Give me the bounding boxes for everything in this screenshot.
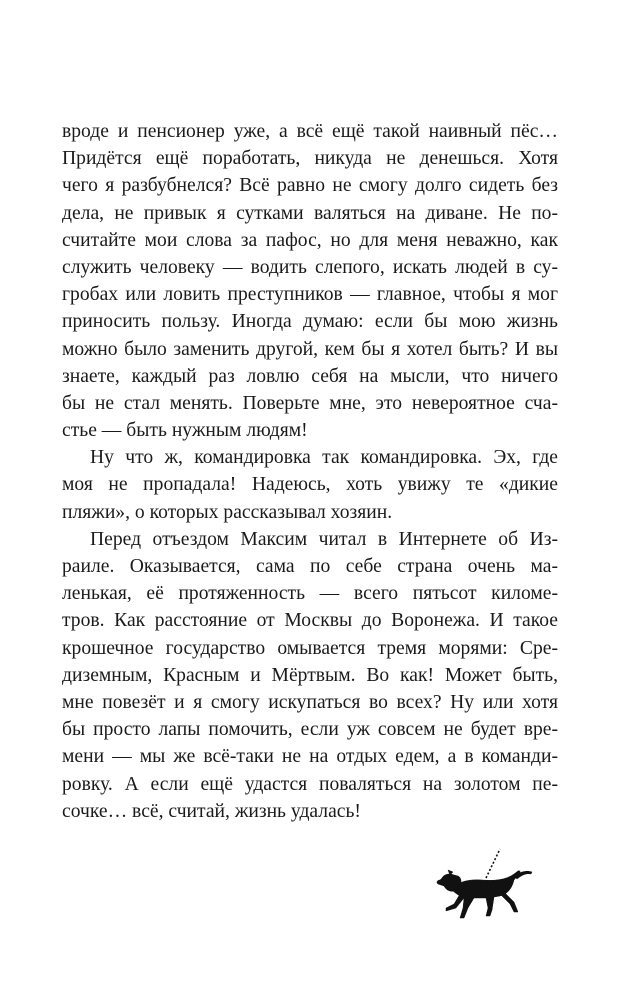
- text-line: Ну что ж, командировка так командировка. Эх, где: [90, 447, 558, 469]
- text-line: Перед отъездом Максим читал в Интернете об Из-: [90, 528, 558, 550]
- text-line: бы не стал менять. Поверьте мне, это невероятное сча-: [62, 392, 558, 414]
- text-line: крошечное государство омывается тремя морями: Сре-: [62, 637, 558, 659]
- text-line: моя не пропадала! Надеюсь, хоть увижу те «дикие: [62, 474, 558, 496]
- text-line: диземным, Красным и Мёртвым. Во как! Может быть,: [62, 664, 558, 686]
- text-line: чего я разбубнелся? Всё равно не смогу долго сидеть без: [62, 175, 558, 197]
- text-line: тров. Как расстояние от Москвы до Воронежа. И такое: [62, 610, 558, 632]
- text-line: гробах или ловить преступников — главное, чтобы я мог: [62, 284, 558, 306]
- text-line: стье — быть нужным людям!: [62, 420, 308, 442]
- text-line: сочке… всё, считай, жизнь удалась!: [62, 800, 361, 822]
- text-line: ровку. А если ещё удастся поваляться на золотом пе-: [62, 773, 558, 795]
- text-line: вроде и пенсионер уже, а всё ещё такой наивный пёс…: [62, 121, 558, 142]
- text-line: ленькая, её протяженность — всего пятьсот киломе-: [62, 583, 558, 605]
- body-text: [62, 118, 558, 825]
- text-line: бы просто лапы помочить, если уж совсем не будет вре-: [62, 719, 558, 741]
- text-line: приносить пользу. Иногда думаю: если бы мою жизнь: [62, 311, 558, 333]
- text-line: Придётся ещё поработать, никуда не денешься. Хотя: [62, 148, 558, 170]
- running-dog-silhouette-icon: [434, 838, 534, 928]
- text-line: пляжи», о которых рассказывал хозяин.: [62, 501, 393, 523]
- text-line: дела, не привык я сутками валяться на диване. Не по-: [62, 202, 558, 224]
- text-line: знаете, каждый раз ловлю себя на мысли, что ничего: [62, 365, 558, 387]
- text-line: мне повезёт и я смогу искупаться во всех? Ну или хотя: [62, 691, 558, 713]
- text-line: мени — мы же всё-таки не на отдых едем, а в команди-: [62, 746, 558, 768]
- text-line: раиле. Оказывается, сама по себе страна очень ма-: [62, 556, 558, 577]
- text-line: можно было заменить другой, кем бы я хотел быть? И вы: [62, 338, 558, 360]
- text-line: считайте мои слова за пафос, но для меня неважно, как: [62, 229, 558, 251]
- text-line: служить человеку — водить слепого, искать людей в су-: [62, 256, 558, 278]
